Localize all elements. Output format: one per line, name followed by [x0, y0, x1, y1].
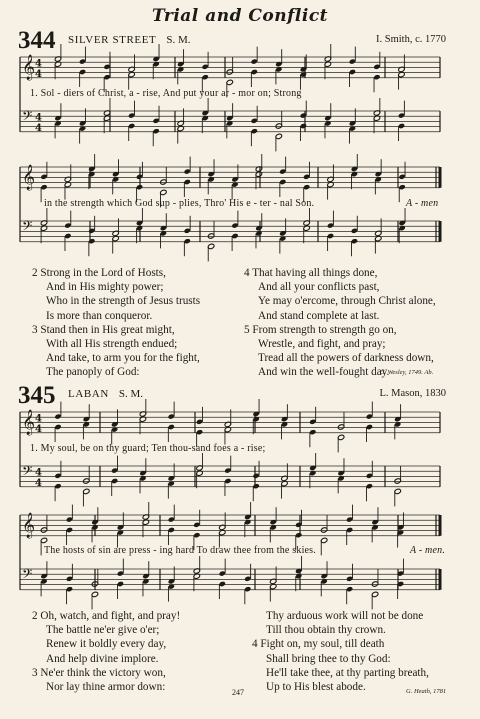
- verse-line: Is more than conqueror.: [46, 309, 153, 322]
- tune-header: [68, 34, 191, 46]
- lyrics-line: 1. Sol - diers of Christ, a - rise, And put your ar - mor on; Strong: [30, 88, 302, 99]
- music-system: [0, 160, 480, 272]
- verse-line: And help divine implore.: [46, 652, 159, 665]
- verse-line: 2 Strong in the Lord of Hosts,: [32, 267, 166, 279]
- verse-line: He'll take thee, at thy parting breath,: [266, 666, 429, 679]
- music-system: [0, 508, 480, 618]
- verse-line: And all your conflicts past,: [258, 281, 380, 294]
- page-number: 247: [232, 688, 244, 697]
- verse-line: With all His strength endued;: [46, 338, 178, 351]
- verse-line: And stand complete at last.: [258, 309, 380, 322]
- verse-line: 4 Fight on, my soul, till death: [252, 638, 385, 651]
- amen-lyric: [406, 198, 438, 209]
- bass-clef: 𝄢: [22, 566, 33, 585]
- verse-line: And take, to arm you for the fight,: [46, 352, 200, 365]
- verse-line: Tread all the powers of darkness down,: [258, 352, 434, 365]
- words-credit: C. Wesley, 1749. Ab.: [380, 369, 434, 376]
- verse-line: Wrestle, and fight, and pray;: [258, 338, 386, 351]
- lyrics-line: in the strength which God sup - plies, Thro' His e - ter - nal Son.: [44, 198, 315, 209]
- bass-clef: 𝄢: [22, 108, 33, 127]
- verse-line: Who in the strength of Jesus trusts: [46, 295, 201, 308]
- treble-clef: 𝄞: [22, 513, 36, 538]
- verses-left: [32, 609, 180, 694]
- tune-name: LABAN: [68, 388, 109, 400]
- time-signature: 4: [35, 413, 42, 425]
- verse-line: Shall bring thee to thy God:: [266, 652, 391, 665]
- verse-line: 3 Stand then in His great might,: [32, 323, 175, 336]
- verse-line: Till thou obtain thy crown.: [266, 624, 386, 637]
- lyrics-line: 1. My soul, be on thy guard; Ten thou-sand foes a - rise;: [30, 443, 266, 454]
- verse-line: 5 From strength to strength go on,: [244, 323, 397, 336]
- bass-clef: 𝄢: [22, 218, 33, 237]
- amen-text: A - men.: [410, 545, 446, 556]
- meter: S. M.: [166, 34, 191, 46]
- verse-line: 3 Ne'er think the victory won,: [32, 666, 166, 679]
- verse-line: Thy arduous work will not be done: [266, 610, 424, 622]
- section-title: Trial and Conflict: [151, 6, 329, 26]
- verse-line: 2 Oh, watch, and fight, and pray!: [32, 610, 181, 622]
- music-system: [0, 50, 480, 162]
- verse-line: And in His mighty power;: [46, 281, 164, 294]
- hymn-number: 344: [18, 27, 56, 54]
- time-signature: 4: [35, 69, 42, 80]
- bass-clef: 𝄢: [22, 463, 33, 482]
- time-signature: 4: [35, 123, 42, 134]
- verse-line: 4 That having all things done,: [244, 267, 378, 279]
- verse-line: Nor lay thine armor down:: [46, 681, 166, 694]
- composer: L. Mason, 1830: [379, 388, 446, 399]
- treble-clef: 𝄞: [22, 55, 36, 80]
- lyrics-line: The hosts of sin are press - ing hard To draw thee from the skies.: [44, 545, 316, 556]
- verse-line: And win the well-fought day.: [258, 366, 390, 379]
- verse-line: The battle ne'er give o'er;: [46, 624, 160, 637]
- time-signature: 4: [35, 58, 42, 70]
- treble-clef: 𝄞: [22, 410, 36, 435]
- verse-line: Up to His blest abode.: [266, 681, 366, 694]
- time-signature: 4: [35, 478, 42, 489]
- hymn-number: 345: [18, 382, 56, 409]
- amen-text: A - men: [406, 198, 439, 209]
- time-signature: 4: [35, 424, 42, 435]
- verse-line: Ye may o'ercome, through Christ alone,: [258, 295, 436, 308]
- music-system: [0, 405, 480, 517]
- treble-clef: 𝄞: [22, 165, 36, 190]
- time-signature: 4: [35, 467, 42, 479]
- verses-left: [32, 266, 200, 380]
- words-credit: G. Heath, 1781: [406, 688, 447, 695]
- composer: I. Smith, c. 1770: [376, 34, 446, 45]
- tune-header: [68, 388, 143, 400]
- time-signature: 4: [35, 112, 42, 124]
- verses-right: [244, 266, 436, 380]
- amen-lyric: [410, 545, 445, 556]
- verse-line: Renew it boldly every day,: [46, 638, 167, 651]
- verse-line: The panoply of God:: [46, 366, 140, 379]
- meter: S. M.: [118, 388, 144, 400]
- tune-name: SILVER STREET: [68, 34, 157, 46]
- verses-right: [252, 609, 429, 694]
